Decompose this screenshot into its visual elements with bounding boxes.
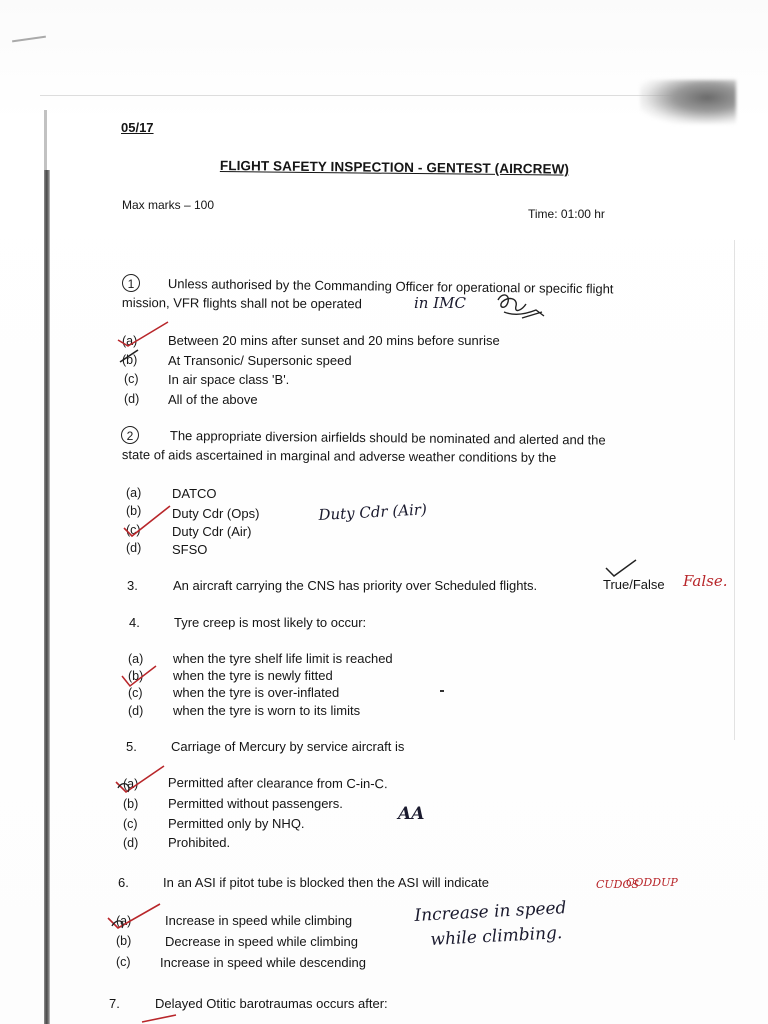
question-7-text: Delayed Otitic barotraumas occurs after:: [155, 996, 388, 1011]
question-1-red-check-mark: [114, 318, 174, 348]
question-2-option-c-letter: (c): [126, 523, 141, 537]
question-6-text: In an ASI if pitot tube is blocked then the ASI will indicate: [163, 875, 489, 890]
question-3-text: An aircraft carrying the CNS has priority over Scheduled flights.: [173, 578, 538, 593]
question-1-option-c-letter: (c): [124, 372, 139, 386]
question-5-option-a-text: Permitted after clearance from C-in-C.: [167, 775, 388, 792]
question-4-option-d-text: when the tyre is worn to its limits: [173, 703, 361, 718]
question-2-option-d-letter: (d): [126, 541, 142, 555]
question-4-option-c-text: when the tyre is over-inflated: [173, 685, 340, 700]
question-1-option-a-letter: (a): [122, 334, 138, 348]
question-1-strike-mark: [118, 348, 142, 364]
stray-mark: [440, 690, 444, 692]
question-5-number: 5.: [126, 739, 137, 754]
question-6-option-c-letter: (c): [116, 955, 131, 969]
document-code: 05/17: [121, 120, 154, 135]
question-5-red-check-mark: [112, 762, 168, 798]
initials-signature: [492, 290, 550, 324]
question-5-option-d-text: Prohibited.: [168, 835, 231, 850]
question-6-option-a-text: Increase in speed while climbing: [165, 913, 353, 928]
question-5-option-b-text: Permitted without passengers.: [168, 796, 343, 811]
question-3-number: 3.: [127, 578, 138, 593]
question-2-red-check-mark: [120, 502, 180, 542]
margin-note-column-1: CUDOS: [596, 878, 640, 891]
question-4-option-b-text: when the tyre is newly fitted: [173, 668, 333, 683]
question-4-text: Tyre creep is most likely to occur:: [174, 615, 367, 630]
question-1-option-d-text: All of the above: [168, 392, 258, 407]
question-1-option-b-letter: (b): [122, 353, 138, 367]
margin-note-column-2: CODDUP: [626, 876, 678, 889]
scan-binding-shadow: [44, 170, 50, 1024]
question-6-number: 6.: [118, 875, 129, 890]
question-6-option-a-letter: (a): [116, 914, 132, 928]
question-5-option-b-letter: (b): [123, 797, 139, 811]
question-4-red-check-mark: [120, 664, 160, 690]
question-1-option-d-letter: (d): [124, 392, 140, 406]
question-5-option-a-letter: (a): [123, 777, 139, 791]
document-title: FLIGHT SAFETY INSPECTION - GENTEST (AIRCREW): [219, 158, 570, 177]
question-6-handwritten-answer-line1: Increase in speed: [414, 898, 567, 926]
question-6-option-c-text: Increase in speed while descending: [160, 955, 366, 970]
question-2-option-d-text: SFSO: [172, 542, 208, 557]
scan-edge: [40, 95, 730, 96]
question-2-number: 2: [121, 426, 139, 444]
question-5-handwritten-initials: AA: [398, 804, 425, 824]
question-1-handwritten-answer: in IMC: [414, 294, 466, 312]
time-allowed: Time: 01:00 hr: [528, 207, 605, 221]
question-4-option-a-text: when the tyre shelf life limit is reached: [173, 651, 393, 666]
question-1-option-b-text: At Transonic/ Supersonic speed: [168, 353, 352, 368]
question-2-handwritten-answer: Duty Cdr (Air): [318, 500, 428, 524]
question-2-option-a-text: DATCO: [172, 486, 217, 501]
question-6-option-b-letter: (b): [116, 934, 132, 948]
question-2-option-b-text: Duty Cdr (Ops): [172, 506, 260, 521]
question-7-red-mark: [140, 1014, 180, 1024]
question-5-option-c-letter: (c): [123, 817, 138, 831]
question-2-option-b-letter: (b): [126, 504, 142, 518]
question-4-option-d-letter: (d): [128, 704, 144, 718]
question-4-option-a-letter: (a): [128, 652, 144, 666]
question-4-option-c-letter: (c): [128, 686, 143, 700]
question-2-text-line2: state of aids ascertained in marginal and adverse weather conditions by the: [121, 447, 557, 466]
scan-shadow: [640, 80, 736, 124]
question-1-number: 1: [122, 274, 140, 292]
question-3-check-mark: [604, 558, 638, 580]
question-1-text-line1: Unless authorised by the Commanding Officer for operational or specific flight: [167, 276, 614, 297]
question-6-handwritten-answer-line2: while climbing.: [430, 923, 563, 950]
question-6-option-b-text: Decrease in speed while climbing: [165, 934, 358, 949]
scan-right-edge: [734, 240, 735, 740]
scan-binding-upper: [44, 110, 47, 170]
question-5-option-d-letter: (d): [123, 836, 139, 850]
question-5-text: Carriage of Mercury by service aircraft is: [171, 739, 405, 754]
question-1-option-a-text: Between 20 mins after sunset and 20 mins before sunrise: [168, 333, 500, 348]
question-7-number: 7.: [109, 996, 120, 1011]
question-2-option-a-letter: (a): [126, 486, 142, 500]
scan-smudge: [12, 36, 46, 43]
question-1-text-line2: mission, VFR flights shall not be operated: [121, 295, 362, 312]
question-4-number: 4.: [129, 615, 140, 630]
question-3-true-false: True/False: [603, 577, 665, 592]
question-4-option-b-letter: (b): [128, 669, 144, 683]
question-2-text-line1: The appropriate diversion airfields should be nominated and alerted and the: [169, 428, 606, 448]
question-1-option-c-text: In air space class 'B'.: [168, 372, 290, 387]
question-2-option-c-text: Duty Cdr (Air): [172, 524, 252, 539]
question-6-red-check-mark: [104, 900, 164, 934]
question-3-handwritten-answer: False.: [683, 572, 728, 590]
question-5-option-c-text: Permitted only by NHQ.: [168, 816, 305, 831]
max-marks: Max marks – 100: [122, 198, 215, 212]
